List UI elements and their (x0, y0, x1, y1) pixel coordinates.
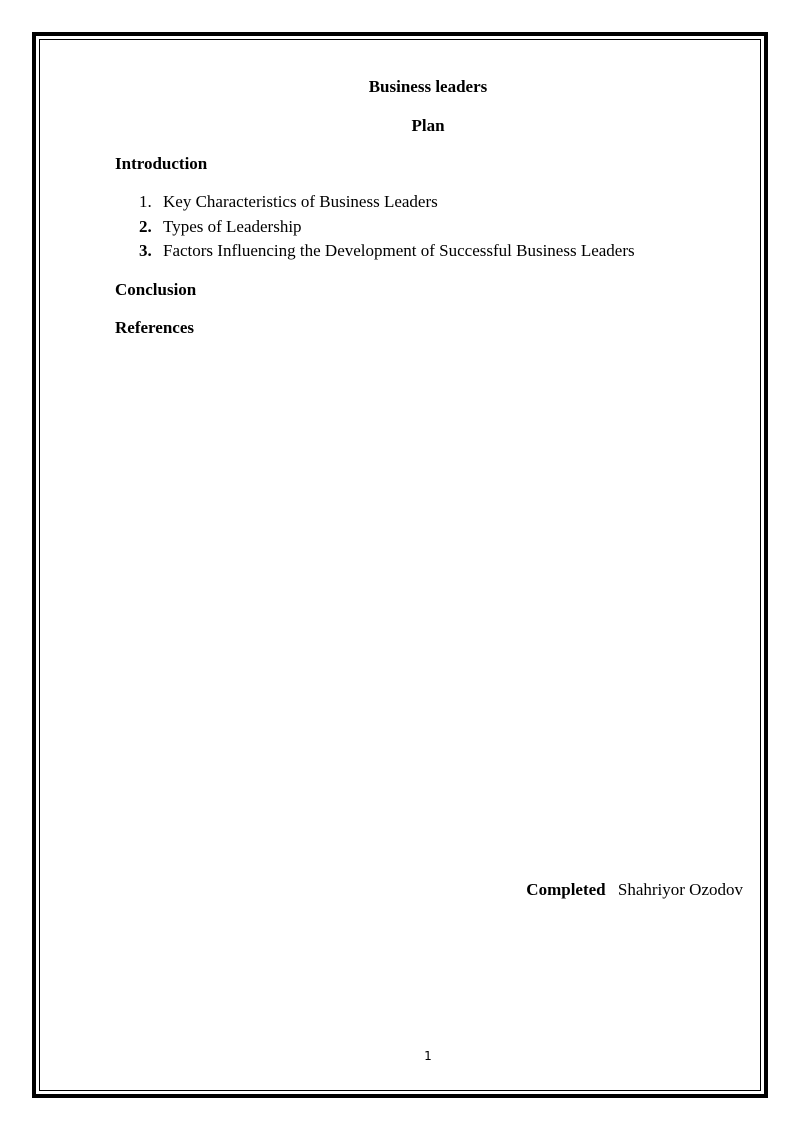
plan-item-text: Key Characteristics of Business Leaders (163, 192, 438, 211)
document-title: Business leaders (368, 77, 488, 96)
conclusion-heading: Conclusion (115, 280, 197, 299)
plan-item (115, 239, 635, 264)
author-name: Shahriyor Ozodov (617, 880, 743, 899)
completed-label: Completed (526, 880, 606, 899)
references-heading: References (115, 318, 194, 337)
plan-item-number: 1. (139, 192, 152, 211)
plan-list (115, 190, 635, 264)
plan-item-number: 2. (139, 216, 152, 236)
plan-item-text: Types of Leadership (163, 216, 302, 236)
page-number: 1 (424, 1049, 432, 1063)
plan-item (115, 215, 635, 240)
plan-item-number: 3. (139, 241, 152, 260)
plan-heading: Plan (411, 116, 445, 135)
introduction-heading: Introduction (115, 154, 208, 173)
completed-by (526, 879, 743, 901)
plan-item (115, 190, 635, 215)
plan-item-text: Factors Influencing the Development of Successful Business Leaders (163, 241, 635, 260)
